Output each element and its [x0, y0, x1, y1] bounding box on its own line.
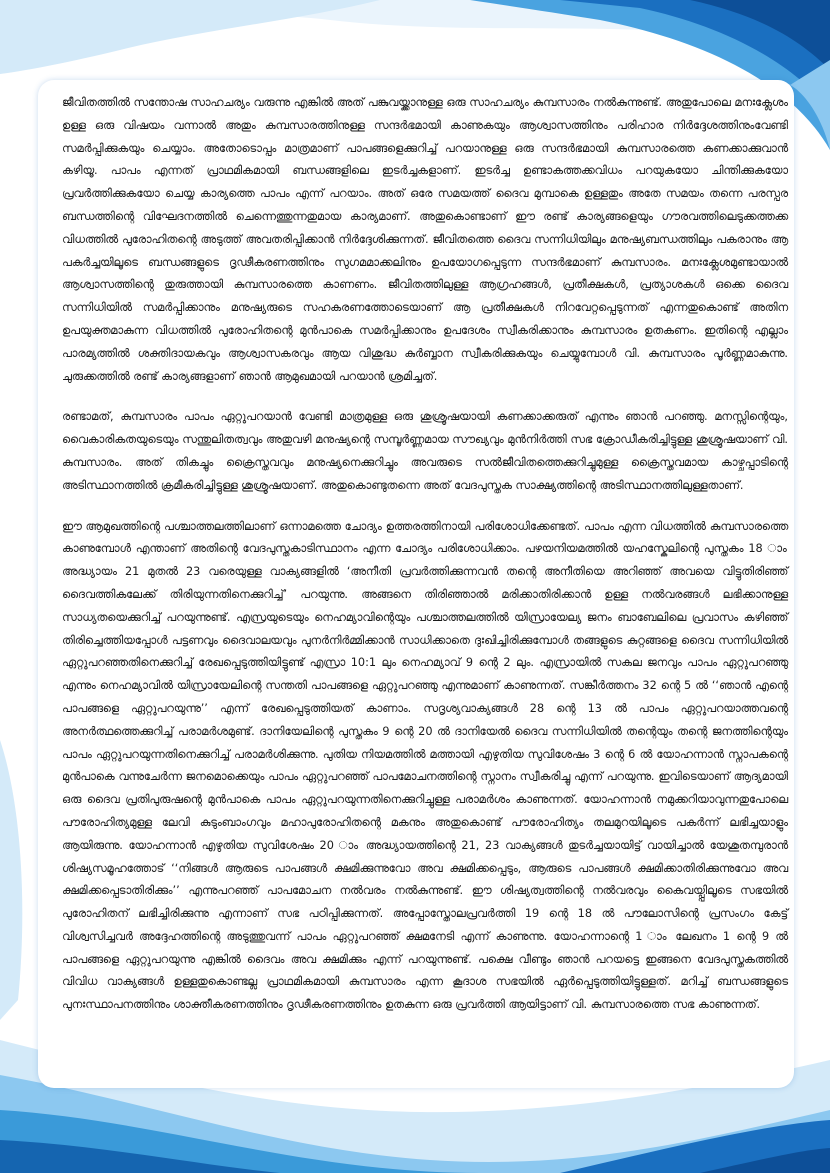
- paragraph-2: രണ്ടാമത്, കുമ്പസാരം പാപം ഏറ്റുപറയാൻ വേണ്ടി മാത്രമുള്ള ഒരു ശുശ്രൂഷയായി കണക്കാക്കരുത് എന്നും ഞാൻ പറഞ്ഞു. മനസ്സിന്റെയും, വൈകാരികതയുടെയും സന്തുലിതത്വവും അതുവഴി മനുഷ്യന്റെ സമ്പൂർണ്ണമായ സൗഖ്യവും മുൻനിർത്തി സഭ ക്രോഡീകരിച്ചിട്ടുള്ള ശുശ്രൂഷയാണ് വി. കുമ്പസാരം. അത് തികച്ചും ക്രൈസ്തവവും മനുഷ്യനെക്കുറിച്ചും അവരുടെ സൽജീവിതത്തെക്കുറിച്ചുമുള്ള ക്രൈസ്തവമായ കാഴ്ചപ്പാടിന്റെ അടിസ്ഥാനത്തിൽ ക്രമീകരിച്ചിട്ടുള്ള ശുശ്രൂഷയാണ്. അതുകൊണ്ടുതന്നെ അത് വേദപുസ്തക സാക്ഷ്യത്തിന്റെ അടിസ്ഥാനത്തിലുള്ളതാണ്.: [62, 410, 788, 492]
- article-body: [62, 92, 788, 1017]
- paragraph-1: ജീവിതത്തിൽ സന്തോഷ സാഹചര്യം വരുന്നു എങ്കിൽ അത് പങ്കുവയ്ക്കാനുള്ള ഒരു സാഹചര്യം കുമ്പസാരം നൽകുന്നുണ്ട്. അതുപോലെ മനഃക്ലേശം ഉള്ള ഒരു വിഷയം വന്നാൽ അതും കുമ്പസാരത്തിനുള്ള സന്ദർഭമായി കാണുകയും ആശ്വാസത്തിനും പരിഹാര നിർദ്ദേശത്തിനുംവേണ്ടി സമർപ്പിക്കുകയും ചെയ്യാം. അതോടൊപ്പം മാത്രമാണ് പാപങ്ങളെക്കുറിച്ച് പറയാനുള്ള ഒരു സന്ദർഭമായി കുമ്പസാരത്തെ കണക്കാക്കുവാൻ കഴിയൂ. പാപം എന്നത് പ്രാഥമികമായി ബന്ധങ്ങളിലെ ഇടർച്ചകളാണ്. ഇടർച്ച ഉണ്ടാകത്തക്കവിധം പറയുകയോ ചിന്തിക്കുകയോ പ്രവർത്തിക്കുകയോ ചെയ്യ കാര്യത്തെ പാപം എന്ന് പറയാം. അത് ഒരേ സമയത്ത് ദൈവ മുമ്പാകെ ഉള്ളതും അതേ സമയം തന്നെ പരസ്പര ബന്ധത്തിന്റെ വിഘേദനത്തിൽ ചെന്നെത്തുന്നതുമായ കാര്യമാണ്. അതുകൊണ്ടാണ് ഈ രണ്ട് കാര്യങ്ങളെയും ഗൗരവത്തിലെടുക്കത്തക്ക വിധത്തിൽ പുരോഹിതന്റെ അടുത്ത് അവതരിപ്പിക്കാൻ നിർദ്ദേശിക്കുന്നത്. ജീവിതത്തെ ദൈവ സന്നിധിയിലും മനുഷ്യബന്ധത്തിലും പകരാനും ആ പകർച്ചയിലൂടെ ബന്ധങ്ങളുടെ ദൃഢീകരണത്തിനും സുഗമമാക്കലിനും ഉപയോഗപ്പെടുന്ന സന്ദർഭമാണ് കുമ്പസാരം. മനഃക്ലേശമുണ്ടായാൽ ആശ്വാസത്തിന്റെ തുരുത്തായി കുമ്പസാരത്തെ കാണണം. ജീവിതത്തിലുള്ള ആഗ്രഹങ്ങൾ, പ്രതീക്ഷകൾ, പ്രത്യാശകൾ ഒക്കെ ദൈവ സന്നിധിയിൽ സമർപ്പിക്കാനും മനുഷ്യരുടെ സഹകരണത്തോടെയാണ് ആ പ്രതീക്ഷകൾ നിറവേറ്റപ്പെടുന്നത് എന്നതുകൊണ്ട് അതിന ഉപയുക്തമാകുന്ന വിധത്തിൽ പുരോഹിതന്റെ മുൻപാകെ സമർപ്പിക്കാനും ഉപദേശം സ്വീകരിക്കാനും കുമ്പസാരം ഉതകണം. ഇതിന്റെ എല്ലാം പാരമ്യത്തിൽ ശക്തിദായകവും ആശ്വാസകരവും ആയ വിശുദ്ധ കുർബ്ബാന സ്വീകരിക്കുകയും ചെയ്യുമ്പോൾ വി. കുമ്പസാരം പൂർണ്ണമാകുന്നു. ചുരുക്കത്തിൽ രണ്ട് കാര്യങ്ങളാണ് ഞാൻ ആമുഖമായി പറയാൻ ശ്രമിച്ചത്.: [62, 96, 788, 383]
- paragraph-3: ഈ ആമുഖത്തിന്റെ പശ്ചാത്തലത്തിലാണ് ഒന്നാമത്തെ ചോദ്യം ഉത്തരത്തിനായി പരിശോധിക്കേണ്ടത്. പാപം എന്ന വിധത്തിൽ കുമ്പസാരത്തെ കാണുമ്പോൾ എന്താണ് അതിന്റെ വേദപുസ്തകാടിസ്ഥാനം എന്ന ചോദ്യം പരിശോധിക്കാം. പഴയനിയമത്തിൽ യഹസ്കേലിന്റെ പുസ്തകം 18 ാം അദ്ധ്യായം 21 മുതൽ 23 വരെയുള്ള വാക്യങ്ങളിൽ ‘അനീതി പ്രവർത്തിക്കുന്നവൻ തന്റെ അനീതിയെ അറിഞ്ഞ് അവയെ വിട്ടുതിരിഞ്ഞ് ദൈവത്തികലേക്ക് തിരിയുന്നതിനെക്കുറിച്ച്’ പറയുന്നു. അങ്ങനെ തിരിഞ്ഞാൽ മരിക്കാതിരിക്കാൻ ഉള്ള നൽവരങ്ങൾ ലഭിക്കാനുള്ള സാധ്യതയെക്കുറിച്ച് പറയുന്നുണ്ട്. എസ്രയുടെയും നെഹമ്യാവിന്റെയും പശ്ചാത്തലത്തിൽ യിസ്രായേല്യ ജനം ബാബേലിലെ പ്രവാസം കഴിഞ്ഞ് തിരിച്ചെത്തിയപ്പോൾ പട്ടണവും ദൈവാലയവും പുനർനിർമ്മിക്കാൻ സാധിക്കാതെ ദുഃഖിച്ചിരിക്കുമ്പോൾ തങ്ങളുടെ കുറ്റങ്ങളെ ദൈവ സന്നിധിയിൽ ഏറ്റുപറഞ്ഞതിനെക്കുറിച്ച് രേഖപ്പെടുത്തിയിട്ടുണ്ട് എസ്രാ 10:1 ലും നെഹമ്യാവ് 9 ന്റെ 2 ലും. എസ്രായിൽ സകല ജനവും പാപം ഏറ്റുപറഞ്ഞു എന്നും നെഹമ്യാവിൽ യിസ്രായേലിന്റെ സന്തതി പാപങ്ങളെ ഏറ്റുപറഞ്ഞു എന്നുമാണ് കാണുന്നത്. സങ്കീർത്തനം 32 ന്റെ 5 ൽ ‘‘ഞാൻ എന്റെ പാപങ്ങളെ ഏറ്റുപറയുന്നു’’ എന്ന് രേഖപ്പെടുത്തിയത് കാണാം. സദൃശ്യവാക്യങ്ങൾ 28 ന്റെ 13 ൽ പാപം ഏറ്റുപറയാത്തവന്റെ അനർത്ഥത്തെക്കുറിച്ച് പരാമർശമുണ്ട്. ദാനിയേലിന്റെ പുസ്തകം 9 ന്റെ 20 ൽ ദാനിയേൽ ദൈവ സന്നിധിയിൽ തന്റെയും തന്റെ ജനത്തിന്റെയും പാപം ഏറ്റുപറയുന്നതിനെക്കുറിച്ച് പരാമർശിക്കുന്നു. പുതിയ നിയമത്തിൽ മത്തായി എഴുതിയ സുവിശേഷം 3 ന്റെ 6 ൽ യോഹന്നാൻ സ്നാപകന്റെ മുൻപാകെ വന്നുചേർന്ന ജനമൊക്കെയും പാപം ഏറ്റുപറഞ്ഞ് പാപമോചനത്തിന്റെ സ്നാനം സ്വീകരിച്ചു എന്ന് പറയുന്നു. ഇവിടെയാണ് ആദ്യമായി ഒരു ദൈവ പ്രതിപുരുഷന്റെ മുൻപാകെ പാപം ഏറ്റുപറയുന്നതിനെക്കുറിച്ചുള്ള പരാമർശം കാണുന്നത്. യോഹന്നാൻ നമുക്കറിയാവുന്നതുപോലെ പൗരോഹിത്യമുള്ള ലേവി കുടുംബാംഗവും മഹാപുരോഹിതന്റെ മകനും അതുകൊണ്ട് പൗരോഹിത്യം തലമുറയിലൂടെ പകർന്ന് ലഭിച്ചയാളും ആയിരുന്നു. യോഹന്നാൻ എഴുതിയ സുവിശേഷം 20 ാം അദ്ധ്യായത്തിന്റെ 21, 23 വാക്യങ്ങൾ തുടർച്ചയായിട്ട് വായിച്ചാൽ യേശുതമ്പുരാൻ ശിഷ്യസമൂഹത്തോട് ‘‘നിങ്ങൾ ആരുടെ പാപങ്ങൾ ക്ഷമിക്കുന്നുവോ അവ ക്ഷമിക്കപ്പെടും, ആരുടെ പാപങ്ങൾ ക്ഷമിക്കാതിരിക്കുന്നുവോ അവ ക്ഷമിക്കപ്പെടാതിരിക്കും’’ എന്നുപറഞ്ഞ് പാപമോചന നൽവരം നൽകുന്നുണ്ട്. ഈ ശിഷ്യത്വത്തിന്റെ നൽവരവും കൈവയ്പ്പിലൂടെ സഭയിൽ പുരോഹിതന് ലഭിച്ചിരിക്കുന്നു എന്നാണ് സഭ പഠിപ്പിക്കുന്നത്. അപ്പോസ്തോലപ്രവർത്തി 19 ന്റെ 18 ൽ പൗലോസിന്റെ പ്രസംഗം കേട്ട് വിശ്വസിച്ചവർ അദ്ദേഹത്തിന്റെ അടുത്തുവന്ന് പാപം ഏറ്റുപറഞ്ഞ് ക്ഷമനേടി എന്ന് കാണുന്നു. യോഹന്നാന്റെ 1 ാം ലേഖനം 1 ന്റെ 9 ൽ പാപങ്ങളെ ഏറ്റുപറയുന്നു എങ്കിൽ ദൈവം അവ ക്ഷമിക്കും എന്ന് പറയുന്നുണ്ട്. പക്ഷെ വീണ്ടും ഞാൻ പറയട്ടെ ഇങ്ങനെ വേദപുസ്തകത്തിൽ വിവിധ വാക്യങ്ങൾ ഉള്ളതുകൊണ്ടല്ല പ്രാഥമികമായി കുമ്പസാരം എന്ന കൂദാശ സഭയിൽ ഏർപ്പെടുത്തിയിട്ടുള്ളത്. മറിച്ച് ബന്ധങ്ങളുടെ പുനഃസ്ഥാപനത്തിനും ശാക്തീകരണത്തിനും ദൃഢീകരണത്തിനും ഉതകുന്ന ഒരു പ്രവർത്തി ആയിട്ടാണ് വി. കുമ്പസാരത്തെ സഭ കാണുന്നത്.: [62, 519, 788, 1012]
